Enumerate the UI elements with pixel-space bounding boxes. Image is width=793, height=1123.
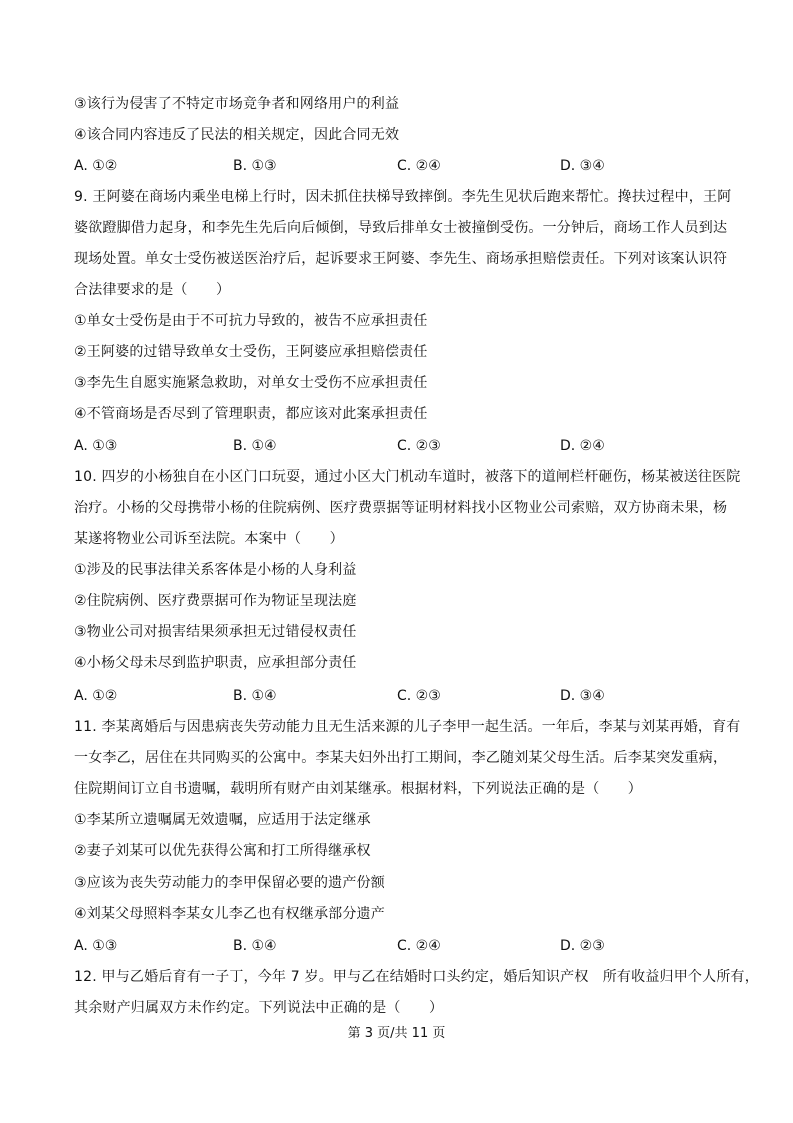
option-d: D. ③④ [560, 688, 605, 704]
answer-options-q9 [74, 436, 734, 456]
statement-2: ②住院病例、医疗费票据可作为物证呈现法庭 [74, 593, 357, 609]
option-b: B. ①④ [233, 938, 277, 954]
option-b: B. ①③ [233, 158, 277, 174]
option-b: B. ①④ [233, 688, 277, 704]
option-d: D. ②③ [560, 938, 605, 954]
option-d: D. ②④ [560, 438, 605, 454]
statement-1: ①单女士受伤是由于不可抗力导致的，被告不应承担责任 [74, 313, 428, 329]
statement-4: ④刘某父母照料李某女儿李乙也有权继承部分遗产 [74, 906, 385, 922]
question-12-text: 12. 甲与乙婚后育有一子丁，今年 7 岁。甲与乙在结婚时口头约定，婚后知识产权 所有收益归甲个人所有， [74, 969, 759, 985]
option-a: A. ①② [74, 688, 118, 704]
statement-4: ④小杨父母未尽到监护职责，应承担部分责任 [74, 655, 357, 671]
option-a: A. ①② [74, 158, 118, 174]
statement-4: ④不管商场是否尽到了管理职责，都应该对此案承担责任 [74, 406, 428, 422]
question-10-text: 治疗。小杨的父母携带小杨的住院病例、医疗费票据等证明材料找小区物业公司索赔，双方协商未果，杨 [74, 500, 728, 516]
answer-options-q11 [74, 936, 734, 956]
option-c: C. ②③ [397, 688, 441, 704]
answer-options-q8 [74, 156, 734, 176]
question-12-text: 其余财产归属双方未作约定。下列说法中正确的是（ ） [74, 1000, 444, 1016]
statement-4: ④该合同内容违反了民法的相关规定，因此合同无效 [74, 127, 400, 143]
question-11-text: 一女李乙，居住在共同购买的公寓中。李某夫妇外出打工期间，李乙随刘某父母生活。后李某突发重病， [74, 750, 728, 766]
statement-2: ②妻子刘某可以优先获得公寓和打工所得继承权 [74, 843, 371, 859]
page-number: 第 3 页/共 11 页 [347, 1026, 446, 1041]
question-11-text: 住院期间订立自书遗嘱，载明所有财产由刘某继承。根据材料，下列说法正确的是（ ） [74, 781, 642, 797]
question-10-text: 10. 四岁的小杨独自在小区门口玩耍，通过小区大门机动车道时，被落下的道闸栏杆砸伤，杨某被送往医院 [74, 469, 741, 485]
option-b: B. ①④ [233, 438, 277, 454]
statement-3: ③物业公司对损害结果须承担无过错侵权责任 [74, 624, 357, 640]
statement-2: ②王阿婆的过错导致单女士受伤，王阿婆应承担赔偿责任 [74, 344, 428, 360]
option-c: C. ②④ [397, 158, 441, 174]
question-10-text: 某遂将物业公司诉至法院。本案中（ ） [74, 531, 344, 547]
statement-1: ①涉及的民事法律关系客体是小杨的人身利益 [74, 562, 357, 578]
answer-options-q10 [74, 686, 734, 706]
statement-3: ③李先生自愿实施紧急救助，对单女士受伤不应承担责任 [74, 375, 428, 391]
question-9-text: 9. 王阿婆在商场内乘坐电梯上行时，因未抓住扶梯导致摔倒。李先生见状后跑来帮忙。搀扶过程中，王阿 [74, 189, 732, 205]
statement-1: ①李某所立遗嘱属无效遗嘱，应适用于法定继承 [74, 812, 371, 828]
option-a: A. ①③ [74, 438, 118, 454]
option-c: C. ②③ [397, 438, 441, 454]
question-9-text: 婆欲蹬脚借力起身，和李先生先后向后倾倒，导致后排单女士被撞倒受伤。一分钟后，商场工作人员到达 [74, 220, 728, 236]
option-d: D. ③④ [560, 158, 605, 174]
question-11-text: 11. 李某离婚后与因患病丧失劳动能力且无生活来源的儿子李甲一起生活。一年后，李某与刘某再婚，育有 [74, 719, 741, 735]
option-c: C. ②④ [397, 938, 441, 954]
statement-3: ③该行为侵害了不特定市场竞争者和网络用户的利益 [74, 96, 400, 112]
option-a: A. ①③ [74, 938, 118, 954]
question-9-text: 合法律要求的是（ ） [74, 282, 231, 298]
question-9-text: 现场处置。单女士受伤被送医治疗后，起诉要求王阿婆、李先生、商场承担赔偿责任。下列对该案认识符 [74, 251, 728, 267]
statement-3: ③应该为丧失劳动能力的李甲保留必要的遗产份额 [74, 875, 385, 891]
